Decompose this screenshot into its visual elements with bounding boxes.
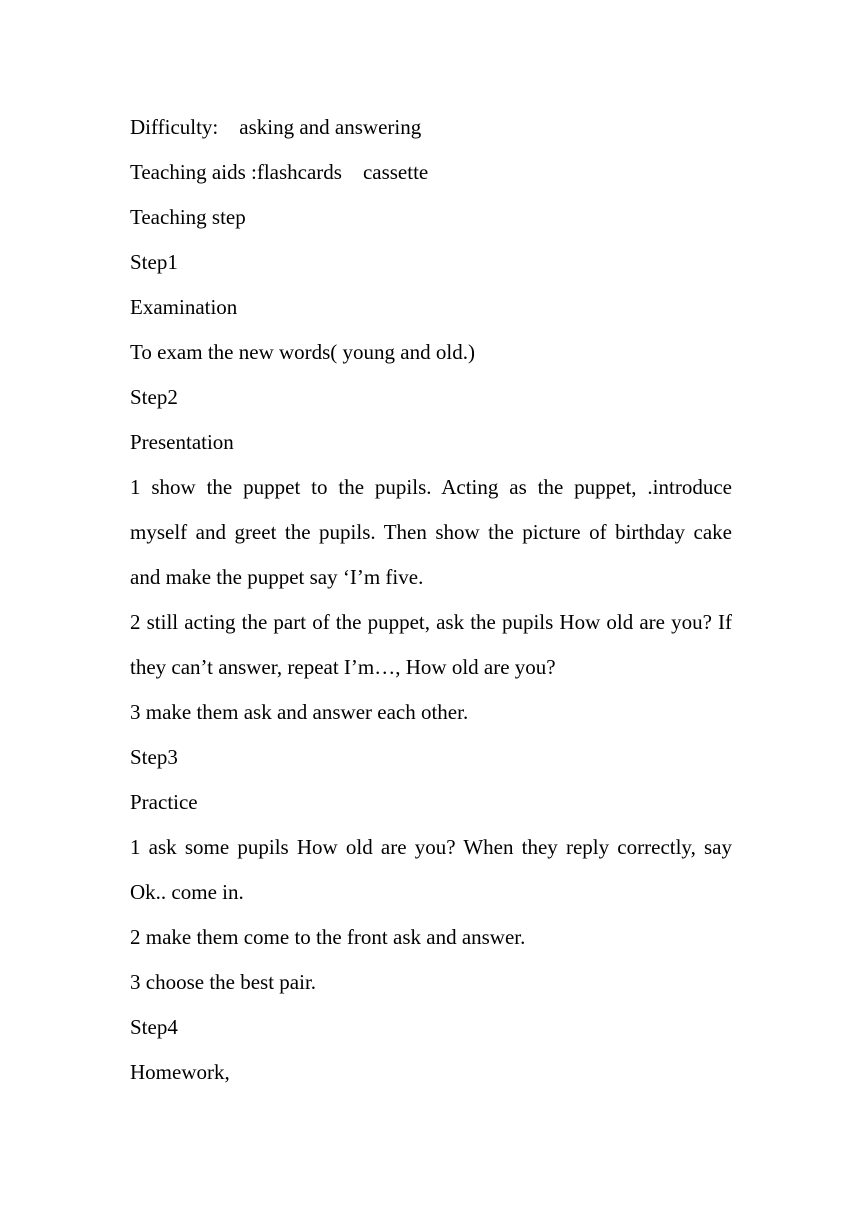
step1-item-1: To exam the new words( young and old.): [130, 340, 475, 364]
step3-item-3: 3 choose the best pair.: [130, 970, 317, 994]
step3-heading: Step3: [130, 745, 178, 769]
step1-heading: Step1: [130, 250, 178, 274]
step4-title: Homework,: [130, 1060, 230, 1084]
step3-item-1: 1 ask some pupils How old are you? When they reply correctly, say Ok.. come in.: [130, 835, 732, 904]
step3-item-2: 2 make them come to the front ask and answer.: [130, 925, 526, 949]
teaching-aids-line: Teaching aids :flashcards cassette: [130, 160, 429, 184]
teaching-step-heading: Teaching step: [130, 205, 246, 229]
step2-item-3: 3 make them ask and answer each other.: [130, 700, 469, 724]
step2-item-2: 2 still acting the part of the puppet, ask the pupils How old are you? If they can’t answer, repeat I’m…, How old are you?: [130, 610, 732, 679]
document-body: [130, 105, 732, 1095]
step3-title: Practice: [130, 790, 198, 814]
step2-title: Presentation: [130, 430, 234, 454]
difficulty-line: Difficulty: asking and answering: [130, 115, 422, 139]
step2-heading: Step2: [130, 385, 178, 409]
step1-title: Examination: [130, 295, 238, 319]
step2-item-1: 1 show the puppet to the pupils. Acting as the puppet, .introduce myself and greet the pupils. Then show the picture of birthday cake and make the puppet say ‘I’m five.: [130, 475, 732, 589]
step4-heading: Step4: [130, 1015, 178, 1039]
